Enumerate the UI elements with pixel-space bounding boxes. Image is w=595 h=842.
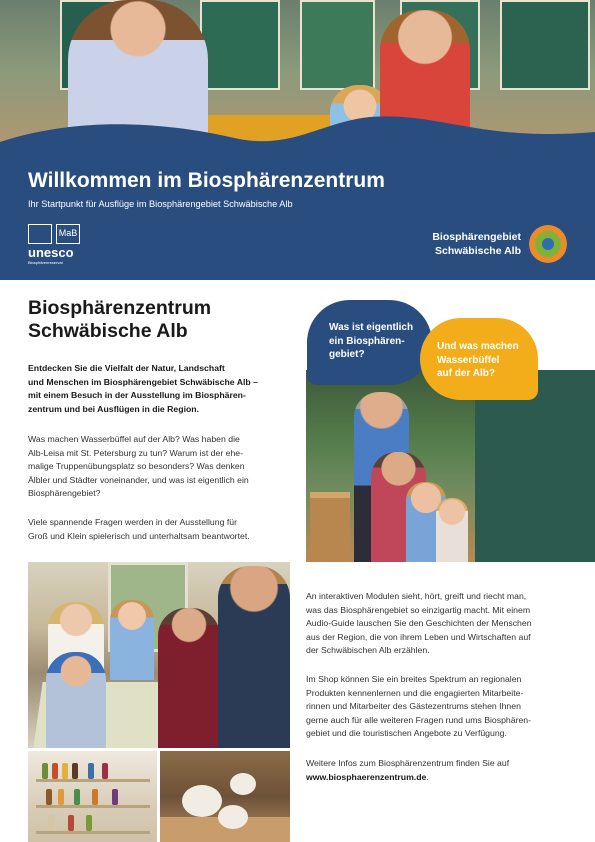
link-suffix: . [426, 771, 429, 782]
felt-sheep [230, 773, 256, 795]
text-line: aus der Region, die von ihrem Leben und Wirtschaften auf [306, 631, 531, 642]
text-line: rinnen und Mitarbeiter des Gästezentrums stehen Ihnen [306, 701, 521, 712]
speech-bubble-yellow [420, 318, 538, 400]
text-line: Biosphärengebiet? [28, 488, 101, 499]
main-heading-line: Biosphärenzentrum [28, 297, 212, 319]
unesco-logo [28, 224, 118, 268]
bubble-line: gebiet? [329, 349, 365, 360]
questions-paragraph [28, 433, 290, 501]
felt-sheep [182, 785, 222, 817]
bubble-line: ein Biosphären- [329, 335, 405, 347]
text-line: Alb-Leisa mit St. Petersburg zu tun? Warum ist der ehe- [28, 447, 244, 458]
page-title: Willkommen im Biosphärenzentrum [28, 169, 385, 192]
unesco-sub: Biosphärenreservat [28, 260, 63, 265]
child-figure [436, 498, 468, 562]
text-line: Viele spannende Fragen werden in der Ausstellung für [28, 517, 237, 527]
text-line: Was machen Wasserbüffel auf der Alb? Was haben die [28, 434, 240, 444]
bubble-line: auf der Alb? [437, 368, 495, 379]
text-line: malige Truppenübungsplatz so besonders? Was denken [28, 461, 245, 472]
lead-line: mit einem Besuch in der Ausstellung im Biosphären- [28, 390, 246, 401]
text-line: Im Shop können Sie ein breites Spektrum an regionalen [306, 674, 522, 684]
region-logo-line1: Biosphärengebiet [432, 231, 521, 243]
region-logo-line2: Schwäbische Alb [435, 245, 521, 257]
text-line: Groß und Klein spielerisch und unterhaltsam beantwortet. [28, 530, 250, 541]
exhibition-panel [300, 0, 375, 90]
biosphere-ring-logo-icon [529, 225, 567, 263]
exhibition-panel [500, 0, 590, 90]
page-subtitle: Ihr Startpunkt für Ausflüge im Biosphärengebiet Schwäbische Alb [28, 199, 293, 209]
biosphere-region-logo [432, 223, 567, 265]
exhibition-panel [200, 0, 280, 90]
text-line: gebiet und die touristischen Angebote zu Verfügung. [306, 728, 507, 739]
felt-sheep [218, 805, 248, 829]
photo-visitors-map-table [28, 562, 290, 748]
text-line: Produkten kennenlernen und die engagierten Mitarbeite- [306, 687, 524, 698]
main-heading-line: Schwäbische Alb [28, 320, 188, 342]
text-line: was das Biosphärengebiet so einzigartig macht. Mit einem [306, 604, 531, 615]
unesco-word: unesco [28, 245, 74, 260]
text-line: gerne auch für alle weiteren Fragen rund ums Biosphären- [306, 714, 532, 725]
text-line: der Schwäbischen Alb erzählen. [306, 645, 430, 656]
text-line: Audio-Guide lauschen Sie den Geschichten der Menschen [306, 618, 532, 629]
text-line: An interaktiven Modulen sieht, hört, greift und riecht man, [306, 591, 527, 601]
shop-paragraph [306, 673, 568, 741]
bubble-line: Und was machen [437, 341, 519, 352]
bubble-line: Wasserbüffel [437, 354, 500, 366]
photo-felt-sheep [160, 751, 290, 842]
text-line: Weitere Infos zum Biosphärenzentrum finden Sie auf [306, 758, 510, 768]
photo-shop-shelf [28, 751, 157, 842]
bubble-line: Was ist eigentlich [329, 322, 414, 333]
text-line [306, 771, 568, 785]
lead-paragraph [28, 362, 290, 416]
speech-bubble-blue [307, 300, 432, 385]
exhibition-paragraph [28, 516, 290, 543]
text-line: Älbler und Städter voneinander, und was ist eigentlich ein [28, 474, 249, 485]
main-heading [28, 297, 298, 343]
lead-line: und Menschen im Biosphärengebiet Schwäbische Alb – [28, 376, 258, 387]
unesco-temple-icon [28, 224, 52, 244]
interactive-modules-paragraph [306, 590, 568, 658]
website-link[interactable]: www.biosphaerenzentrum.de [306, 771, 427, 782]
lead-line: Entdecken Sie die Vielfalt der Natur, Landschaft [28, 363, 225, 373]
mab-icon: MaB [56, 224, 80, 244]
more-info-paragraph [306, 757, 568, 784]
lead-line: zentrum und bei Ausflügen in die Region. [28, 403, 200, 414]
